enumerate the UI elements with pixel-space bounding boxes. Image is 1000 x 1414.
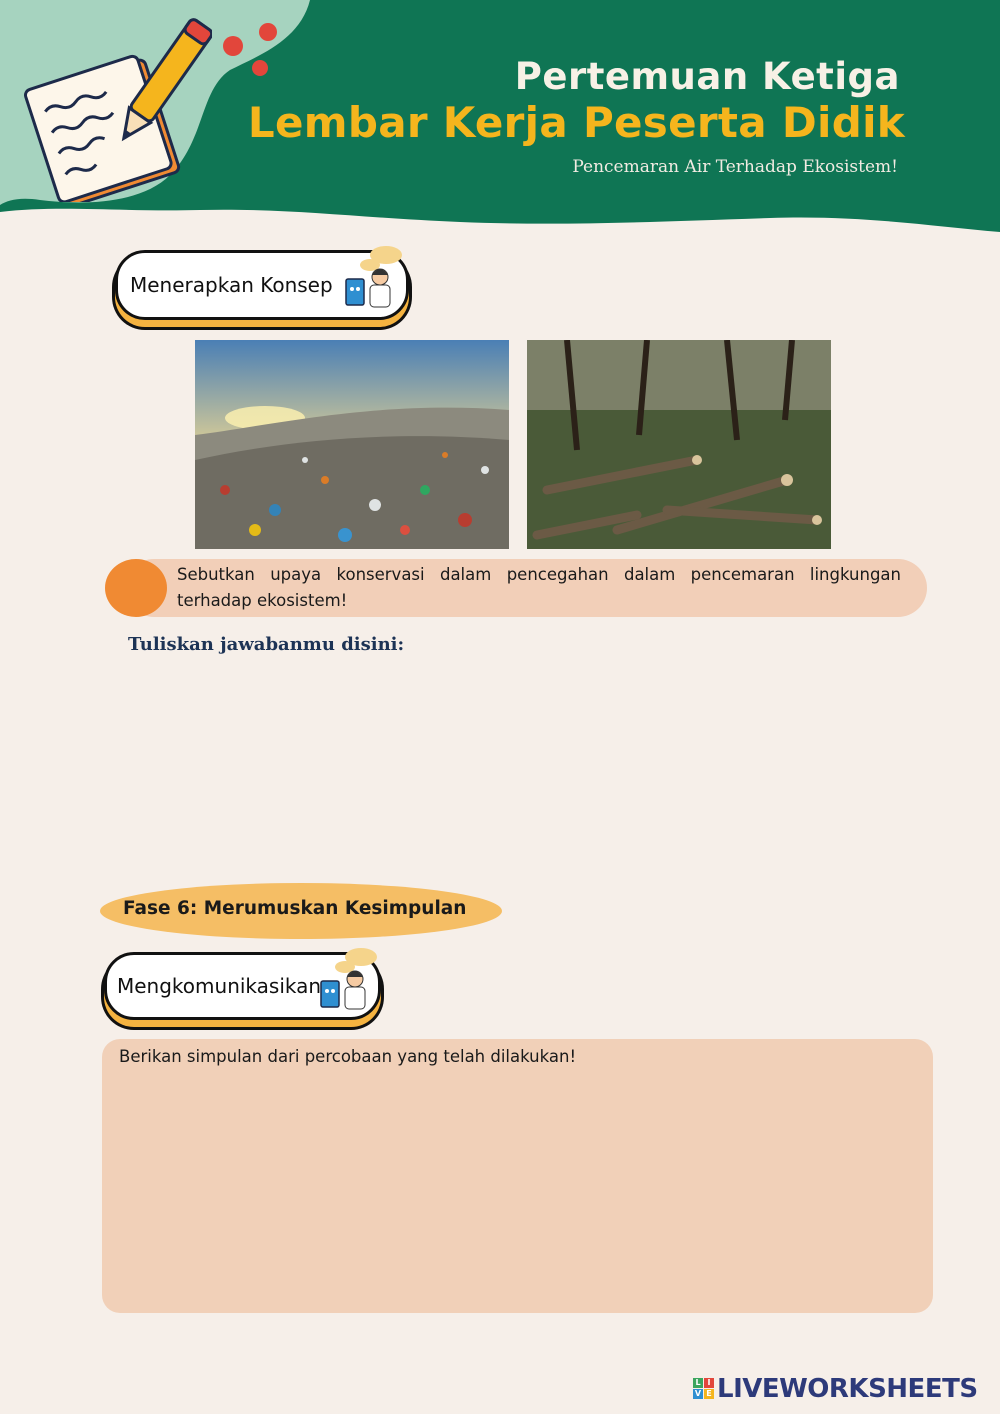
logo-letter: I: [704, 1378, 714, 1388]
meeting-title: Pertemuan Ketiga: [514, 55, 900, 98]
conclusion-answer-box[interactable]: [102, 1039, 933, 1313]
student-with-book-icon: [340, 243, 406, 315]
logo-letter: L: [693, 1378, 703, 1388]
question-bullet-icon: [105, 559, 167, 617]
page-subtitle: Pencemaran Air Terhadap Ekosistem!: [572, 157, 898, 177]
logo-letter: V: [694, 1389, 702, 1398]
section-label-apply-concept: [115, 250, 409, 320]
conclusion-prompt: Berikan simpulan dari percobaan yang telah dilakukan!: [119, 1047, 577, 1066]
logo-text: LIVEWORKSHEETS: [717, 1374, 978, 1404]
notebook-pencil-icon: [22, 12, 212, 202]
header: [0, 0, 1000, 240]
cut-trees-photo: [527, 340, 831, 549]
section-label-text: Mengkomunikasikan: [117, 974, 322, 998]
student-with-book-icon: [315, 945, 381, 1017]
section-label-text: Menerapkan Konsep: [130, 273, 333, 297]
phase-label: Fase 6: Merumuskan Kesimpulan: [123, 898, 467, 919]
question-text: Sebutkan upaya konservasi dalam pencegahan dalam pencemaran lingkungan terhadap ekosistem!: [177, 565, 901, 610]
landfill-photo: [195, 340, 509, 549]
page-title: Lembar Kerja Peserta Didik: [247, 98, 905, 147]
logo-grid-icon: [693, 1378, 715, 1400]
logo-letter: E: [704, 1389, 714, 1399]
section-label-communicate: [104, 952, 381, 1020]
answer-prompt: Tuliskan jawabanmu disini:: [128, 634, 405, 655]
